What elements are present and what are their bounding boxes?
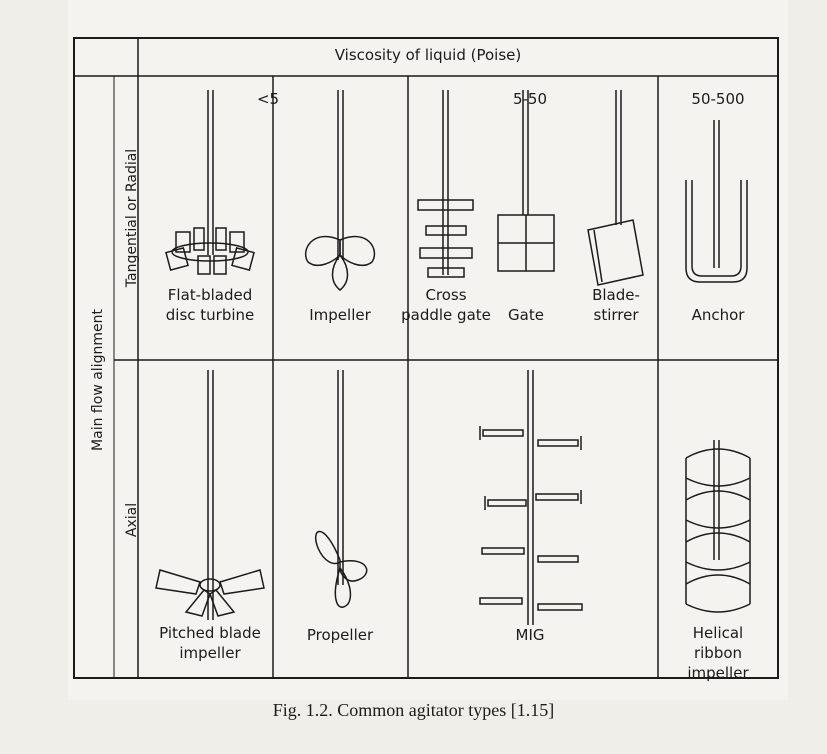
gate-icon	[498, 90, 554, 271]
cross-paddle-label-1: Cross	[425, 286, 467, 304]
range-high: 50-500	[691, 90, 745, 108]
mig-label: MIG	[515, 626, 545, 644]
gate-label: Gate	[508, 306, 544, 324]
cross-paddle-gate-icon	[418, 90, 473, 277]
propeller-label: Propeller	[306, 626, 374, 644]
pitched-blade-label-1: Pitched blade	[159, 624, 261, 642]
blade-stirrer-label-1: Blade-	[592, 286, 640, 304]
helical-ribbon-impeller-icon	[686, 440, 750, 612]
figure-frame	[74, 38, 778, 678]
agitator-figure	[68, 0, 788, 700]
anchor-label: Anchor	[691, 306, 745, 324]
flow-alignment-label: Main flow alignment	[90, 309, 106, 451]
range-mid: 5-50	[512, 90, 548, 108]
figure-caption	[0, 700, 827, 721]
row-label-radial: Tangential or Radial	[124, 148, 140, 288]
helical-label-2: ribbon	[693, 644, 743, 662]
anchor-icon	[686, 120, 747, 282]
pitched-blade-label-2: impeller	[179, 644, 241, 662]
flat-bladed-label-2: disc turbine	[165, 306, 255, 324]
cross-paddle-label-2: paddle gate	[401, 306, 491, 324]
helical-label-3: impeller	[687, 664, 749, 682]
blade-stirrer-icon	[588, 90, 643, 285]
pitched-blade-impeller-icon	[156, 370, 264, 620]
agitator-diagram	[68, 0, 788, 700]
flat-bladed-label-1: Flat-bladed	[167, 286, 253, 304]
range-low: <5	[256, 90, 280, 108]
blade-stirrer-label-2: stirrer	[593, 306, 639, 324]
impeller-label: Impeller	[309, 306, 371, 324]
viscosity-title: Viscosity of liquid (Poise)	[334, 46, 522, 64]
row-label-axial: Axial	[124, 502, 140, 538]
flat-bladed-disc-turbine-icon	[166, 90, 254, 274]
caption-text: Fig. 1.2. Common agitator types [1.15]	[272, 700, 555, 720]
propeller-icon	[316, 370, 367, 607]
impeller-icon	[306, 90, 375, 290]
mig-icon	[480, 370, 582, 625]
helical-label-1: Helical	[692, 624, 744, 642]
